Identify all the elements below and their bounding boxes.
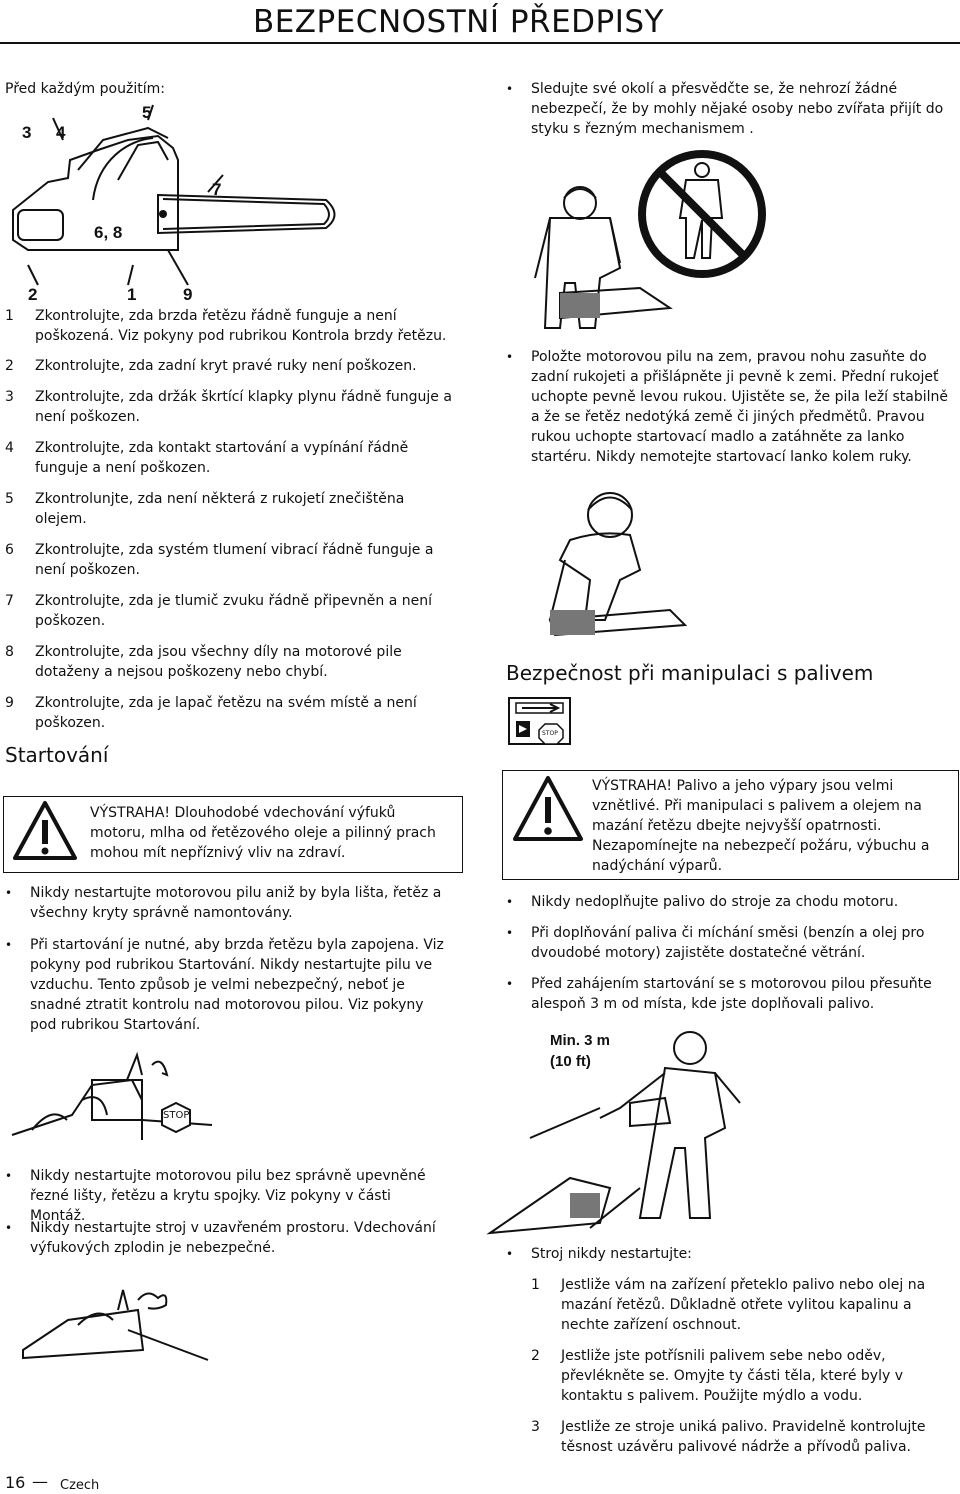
fueling-distance-illustration — [490, 1018, 810, 1238]
list-item: 2 Jestliže jste potřísnili palivem sebe nebo oděv, převlékněte se. Omyjte ty části těla, které byly v kontaktu s palivem. Použijte mýdlo a vodu. — [531, 1348, 903, 1404]
fuel-heading: Bezpečnost při manipulaci s palivem — [506, 661, 874, 685]
starting-on-ground-illustration — [510, 470, 690, 650]
list-item: 5 Zkontrolunjte, zda není některá z rukojetí znečištěna olejem. — [5, 491, 405, 527]
list-item: • Při startování je nutné, aby brzda řetězu byla zapojena. Viz pokyny pod rubrikou Startování. Nikdy nestartujte pilu ve vzduchu. Tento způsob je velmi nebezpečný, neboť je snadné ztratit kontrolu nad motorovou pilou. Viz pokyny pod rubrikou Startování. — [5, 937, 444, 1033]
list-item: • Položte motorovou pilu na zem, pravou nohu zasuňte do zadní rukojeti a přišlápněte ji pevně k zemi. Přední rukojeť uchopte pevně levou rukou. Ujistěte se, že pila leží stabilně a že se řetěz nedotýká země či jiných předmětů. Pravou rukou uchopte startovací madlo a zatáhněte za lanko startéru. Nikdy nemotejte startovací lanko kolem ruky. — [506, 349, 949, 465]
warning-text: VÝSTRAHA! Dlouhodobé vdechování výfuků motoru, mlha od řetězového oleje a pilinný prach mohou mít nepříznivý vliv na zdraví. — [90, 805, 436, 861]
starting-illustration — [12, 1045, 212, 1145]
checklist — [5, 306, 460, 733]
callout-5: 5 — [142, 103, 152, 122]
list-item: 6 Zkontrolujte, zda systém tlumení vibrací řádně funguje a není poškozen. — [5, 542, 434, 578]
footer-language: Czech — [60, 1478, 100, 1493]
never-start-list — [531, 1275, 956, 1457]
list-item: 4 Zkontrolujte, zda kontakt startování a vypínání řádně funguje a není poškozen. — [5, 440, 409, 476]
list-item: 8 Zkontrolujte, zda jsou všechny díly na motorové pile dotaženy a nejsou poškozeny nebo chybí. — [5, 644, 402, 680]
list-item: 2 Zkontrolujte, zda zadní kryt pravé ruky není poškozen. — [5, 358, 417, 374]
callout-4: 4 — [56, 123, 66, 142]
callout-6-8: 6, 8 — [94, 223, 123, 242]
list-item: • Při doplňování paliva či míchání směsi (benzín a olej pro dvoudobé motory) zajistěte dostatečné větrání. — [506, 925, 925, 961]
callout-9: 9 — [183, 285, 193, 304]
list-item: • Stroj nikdy nestartujte: — [506, 1246, 692, 1262]
warning-triangle-icon — [12, 800, 78, 862]
distance-label-ft: (10 ft) — [550, 1053, 591, 1070]
footer-dash: — — [32, 1472, 48, 1491]
list-item: • Nikdy nedoplňujte palivo do stroje za chodu motoru. — [506, 894, 899, 910]
warning-triangle-icon — [512, 775, 584, 843]
list-item: 7 Zkontrolujte, zda je tlumič zvuku řádně připevněn a není poškozen. — [5, 593, 433, 629]
start-heading: Startování — [5, 743, 109, 767]
page-title: BEZPECNOSTNÍ PŘEDPISY — [252, 4, 664, 40]
exhaust-illustration — [18, 1280, 208, 1370]
list-item: 1 Zkontrolujte, zda brzda řetězu řádně funguje a není poškozená. Viz pokyny pod rubrikou Kontrola brzdy řetězu. — [5, 308, 447, 344]
list-item: 3 Jestliže ze stroje uniká palivo. Pravidelně kontrolujte těsnost uzávěru palivové nádrže a přívodů paliva. — [531, 1419, 926, 1455]
prohibited-person-icon — [636, 148, 768, 280]
header-rule — [0, 42, 960, 44]
callout-7: 7 — [212, 180, 222, 199]
callout-3: 3 — [22, 123, 32, 142]
distance-label: Min. 3 m — [550, 1032, 611, 1049]
intro-text: Před každým použitím: — [5, 81, 165, 97]
callout-1: 1 — [127, 285, 137, 304]
stop-sign-label: STOP — [163, 1110, 190, 1121]
list-item: • Nikdy nestartujte motorovou pilu aniž by byla lišta, řetěz a všechny kryty správně namontovány. — [5, 885, 442, 921]
list-item: • Nikdy nestartujte stroj v uzavřeném prostoru. Vdechování výfukových zplodin je nebezpečné. — [5, 1220, 436, 1256]
list-item: 1 Jestliže vám na zařízení přeteklo palivo nebo olej na mazání řetězů. Důkladně otřete vylitou kapalinu a nechte zařízení oschnout. — [531, 1277, 926, 1333]
page-number: 16 — [5, 1473, 26, 1492]
list-item: • Sledujte své okolí a přesvědčte se, že nehrozí žádné nebezpečí, že by mohly nějaké osoby nebo zvířata přijít do styku s řezným mechanismem . — [506, 81, 944, 137]
list-item: • Nikdy nestartujte motorovou pilu bez správně upevněné řezné lišty, řetězu a krytu spojky. Viz pokyny v části Montáž. — [5, 1168, 426, 1224]
list-item: • Před zahájením startování se s motorovou pilou přesuňte alespoň 3 m od místa, kde jste doplňovali palivo. — [506, 976, 932, 1012]
warning-text: VÝSTRAHA! Palivo a jeho výpary jsou velmi vznětlivé. Při manipulaci s palivem a olejem na mazání řetězu dbejte nejvyšší opatrnosti. Nezapomínejte na nebezpečí požáru, výbuchu a nadýchání výparů. — [592, 778, 930, 874]
list-item: 3 Zkontrolujte, zda držák škrtící klapky plynu řádně funguje a není poškozen. — [5, 389, 452, 425]
list-item: 9 Zkontrolujte, zda je lapač řetězu na svém místě a není poškozen. — [5, 695, 417, 731]
callout-2: 2 — [28, 285, 38, 304]
stop-icon-label: STOP — [542, 730, 558, 737]
